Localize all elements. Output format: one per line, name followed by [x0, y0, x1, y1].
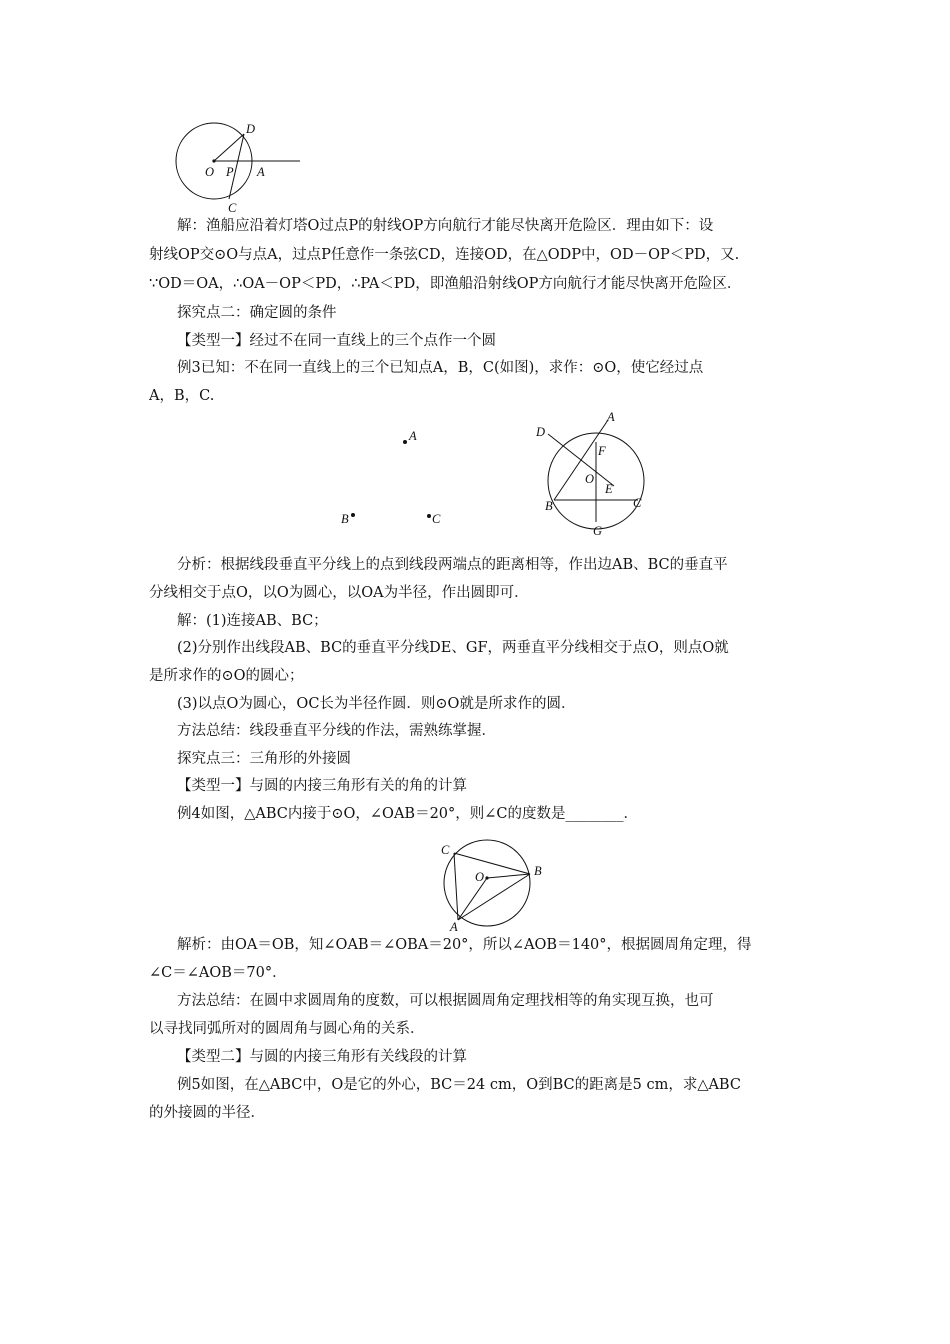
label-a: A: [607, 410, 615, 424]
label-d: D: [536, 425, 546, 439]
label-a: A: [450, 920, 458, 934]
label-c: C: [633, 496, 642, 510]
figure-lighthouse-circle: [170, 118, 310, 216]
label-b: B: [534, 864, 542, 878]
text-line: 分线相交于点O，以O为圆心，以OA为半径，作出圆即可．: [149, 585, 529, 601]
figure-inscribed-triangle: [430, 838, 550, 936]
label-d: D: [246, 122, 256, 136]
text-line: 探究点三：三角形的外接圆: [177, 751, 351, 767]
text-line: A，B，C.: [149, 388, 215, 404]
label-p: P: [226, 165, 234, 179]
figure-three-points: [330, 420, 460, 535]
segment-cb: [454, 853, 530, 874]
text-line: 方法总结：在圆中求圆周角的度数，可以根据圆周角定理找相等的角实现互换，也可: [177, 993, 714, 1009]
text-line: 解：渔船应沿着灯塔O过点P的射线OP方向航行才能尽快离开危险区．理由如下：设: [177, 218, 714, 234]
label-o: O: [475, 870, 485, 884]
label-g: G: [593, 524, 603, 538]
segment-ob: [487, 874, 530, 878]
segment-ab: [458, 874, 530, 920]
text-line: (3)以点O为圆心，OC长为半径作圆．则⊙O就是所求作的圆．: [177, 696, 576, 712]
text-line: 以寻找同弧所对的圆周角与圆心角的关系．: [149, 1021, 425, 1037]
text-line: ∠C＝∠AOB＝70°．: [149, 965, 287, 981]
text-line: 的外接圆的半径．: [149, 1105, 265, 1121]
text-line: 解：(1)连接AB、BC；: [177, 613, 328, 629]
text-line: 分析：根据线段垂直平分线上的点到线段两端点的距离相等，作出边AB、BC的垂直平: [177, 557, 728, 573]
label-c: C: [432, 512, 441, 526]
segment-od: [214, 134, 244, 161]
text-line: 探究点二：确定圆的条件: [177, 305, 337, 321]
text-line: 例4如图，△ABC内接于⊙O，∠OAB＝20°，则∠C的度数是________．: [177, 806, 639, 822]
text-line: 射线OP交⊙O与点A，过点P任意作一条弦CD，连接OD，在△ODP中，OD－OP＜PD，又.: [149, 247, 740, 263]
label-e: E: [605, 482, 613, 496]
label-o: O: [205, 165, 215, 179]
text-line: ∵OD＝OA，∴OA－OP＜PD，∴PA＜PD，即渔船沿射线OP方向航行才能尽快离开危险区．: [149, 276, 742, 292]
label-a: A: [257, 165, 265, 179]
text-line: (2)分别作出线段AB、BC的垂直平分线DE、GF，两垂直平分线相交于点O，则点O就: [177, 640, 729, 656]
text-line: 【类型一】经过不在同一直线上的三个点作一个圆: [177, 333, 496, 349]
label-b: B: [545, 499, 553, 513]
label-c: C: [441, 843, 450, 857]
text-line: 【类型一】与圆的内接三角形有关的角的计算: [177, 778, 467, 794]
text-line: 解析：由OA＝OB，知∠OAB＝∠OBA＝20°，所以∠AOB＝140°，根据圆周角定理，得: [177, 937, 752, 953]
text-line: 【类型二】与圆的内接三角形有关线段的计算: [177, 1049, 467, 1065]
segment-ca: [454, 853, 458, 920]
text-line: 方法总结：线段垂直平分线的作法，需熟练掌握．: [177, 723, 496, 739]
label-o: O: [585, 472, 595, 486]
text-line: 是所求作的⊙O的圆心；: [149, 668, 304, 684]
label-b: B: [341, 512, 349, 526]
label-f: F: [598, 444, 606, 458]
label-a: A: [409, 429, 417, 443]
label-c: C: [228, 201, 237, 215]
figure-circumcircle-construction: [530, 410, 660, 545]
perp-bisector-de: [548, 434, 614, 486]
text-line: 例3已知：不在同一直线上的三个已知点A，B，C(如图)，求作：⊙O，使它经过点: [177, 360, 704, 376]
segment-oa: [458, 878, 487, 920]
circle-o: [444, 840, 530, 926]
text-line: 例5如图，在△ABC中，O是它的外心，BC＝24 cm，O到BC的距离是5 cm，求△ABC: [177, 1077, 741, 1093]
